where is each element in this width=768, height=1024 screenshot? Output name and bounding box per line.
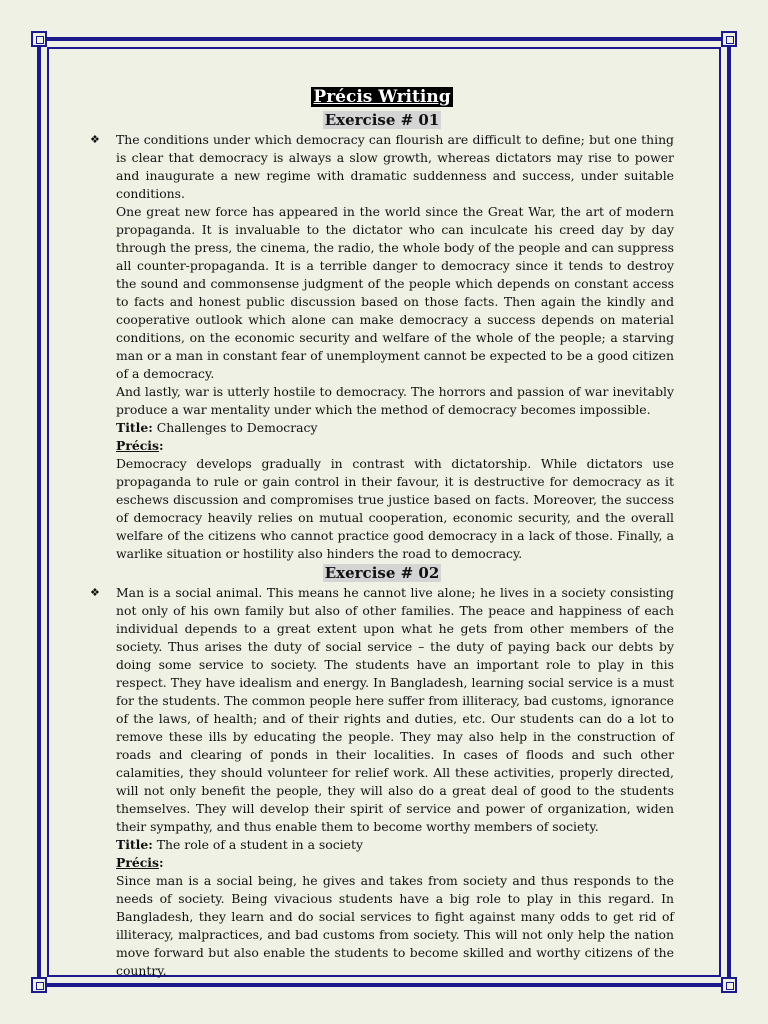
title-line: Title: The role of a student in a society: [116, 837, 363, 852]
precis-text: Since man is a social being, he gives and takes from society and thus responds to the needs of society. Being vivacious students have a big role to play in this regard. In Bangladesh, they learn and do social services to fight against many odds to get rid of illiteracy, malpractices, and bad customs from society. This will not only help the nation move forward but also enable the students to become skilled and worthy citizens of the country.: [116, 873, 674, 978]
corner-ornament: [721, 977, 737, 993]
exercise-heading: Exercise # 01: [324, 111, 440, 129]
exercise-block: [90, 584, 674, 980]
precis-label: Précis:: [116, 438, 164, 453]
passage-paragraph: One great new force has appeared in the world since the Great War, the art of modern propaganda. It is invaluable to the dictator who can inculcate his creed day by day through the press, the cinema, the radio, the whole body of the people and can suppress all counter-propaganda. It is a terrible danger to democracy since it tends to destroy the sound and commonsense judgment of the people which depends on constant access to facts and honest public discussion based on those facts. Then again the kindly and cooperative outlook which alone can make democracy a success depends on material conditions, on the economic security and welfare of the whole of the people; a starving man or a man in constant fear of unemployment cannot be expected to be a good citizen of a democracy.: [116, 204, 674, 381]
title-line: Title: Challenges to Democracy: [116, 420, 318, 435]
passage-paragraph: The conditions under which democracy can flourish are difficult to define; but one thing is clear that democracy is always a slow growth, whereas dictators may rise to power and inaugurate a new regime with dramatic suddenness and success, under suitable conditions.: [116, 132, 674, 201]
exercise-body: [116, 131, 674, 563]
exercise-block: [90, 131, 674, 563]
page-title: Précis Writing: [313, 87, 451, 107]
passage-paragraph: Man is a social animal. This means he cannot live alone; he lives in a society consisting not only of his own family but also of other families. The peace and happiness of each individual depends to a great extent upon what he gets from other members of the society. Thus arises the duty of social service – the duty of paying back our debts by doing some service to society. The students have an important role to play in this respect. They have idealism and energy. In Bangladesh, learning social service is a must for the students. The common people here suffer from illiteracy, bad customs, ignorance of the laws, of health; and of their rights and duties, etc. Our students can do a lot to remove these ills by educating the people. They may also help in the construction of roads and clearing of ponds in their localities. In cases of floods and such other calamities, they should volunteer for relief work. All these activities, properly directed, will not only benefit the people, they will also do a great deal of good to the students themselves. They will develop their spirit of service and power of organization, widen their sympathy, and thus enable them to become worthy members of society.: [116, 585, 674, 834]
exercise-heading: Exercise # 02: [324, 564, 440, 582]
corner-ornament: [721, 31, 737, 47]
corner-ornament: [31, 977, 47, 993]
diamond-bullet-icon: ❖: [90, 133, 100, 146]
document-content: [90, 86, 674, 980]
corner-ornament: [31, 31, 47, 47]
diamond-bullet-icon: ❖: [90, 586, 100, 599]
passage-paragraph: And lastly, war is utterly hostile to democracy. The horrors and passion of war inevitably produce a war mentality under which the method of democracy becomes impossible.: [116, 384, 674, 417]
exercise-body: [116, 584, 674, 980]
precis-label: Précis:: [116, 855, 164, 870]
precis-text: Democracy develops gradually in contrast with dictatorship. While dictators use propaganda to rule or gain control in their favour, it is destructive for democracy as it eschews discussion and compromises true justice based on facts. Moreover, the success of democracy heavily relies on mutual cooperation, economic security, and the overall welfare of the citizens who cannot practice good democracy in a lack of those. Finally, a warlike situation or hostility also hinders the road to democracy.: [116, 456, 674, 561]
